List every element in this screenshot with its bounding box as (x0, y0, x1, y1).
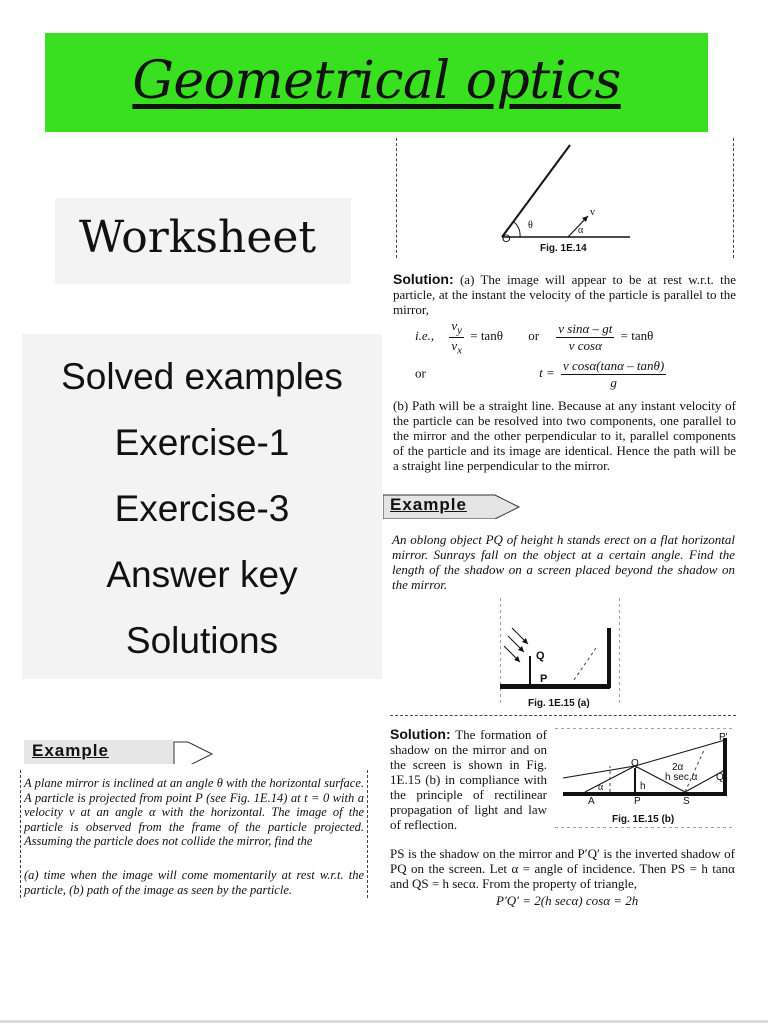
eq2-num: v sinα – gt (558, 320, 613, 336)
fig-label-h: h (640, 781, 646, 792)
frame-line (396, 138, 397, 258)
eq1-den: v (451, 337, 458, 353)
fig-label-2a: 2α (672, 762, 684, 773)
eq-or-1: or (528, 328, 540, 344)
fig-label-s: S (683, 796, 690, 807)
example-1-problem: A plane mirror is inclined at an angle θ with the horizontal surface. A particle is projected from point P (see Fig. 1E.14) at t = 0 with a velocity v at an angle α with the horizontal. The image of the particle is observed from the frame of the particle projected. Assuming the particle does not collide the mirror, find the (24, 776, 364, 848)
solution-2-left (390, 727, 547, 832)
fig-caption-1e15a: Fig. 1E.15 (a) (528, 698, 590, 709)
fig-caption-1e15b: Fig. 1E.15 (b) (612, 814, 675, 825)
fig-label-v: v (590, 207, 595, 218)
eq1-rhs: = tanθ (470, 328, 503, 344)
fig-label-p-b: P (634, 796, 641, 807)
fig-label-q-b: Q (631, 758, 639, 769)
menu-item-solved-examples[interactable]: Solved examples (61, 356, 343, 397)
bottom-rule (0, 1020, 768, 1023)
fig-label-a: A (588, 796, 595, 807)
solution-1-heading: Solution: (393, 271, 454, 287)
frame-line (20, 770, 21, 898)
frame-line (367, 770, 368, 898)
example-2-label: Example (390, 495, 467, 514)
solution-1-part-a (393, 272, 736, 317)
divider (390, 715, 736, 716)
eq3-num: v cosα(tanα – tanθ) (562, 358, 665, 373)
frame-line (733, 138, 734, 258)
example-1-parts: (a) time when the image will come momentarily at rest w.r.t. the particle, (b) path of the image as seen by the particle. (24, 868, 364, 897)
fig-label-q: Q (536, 650, 545, 662)
fig-1e14 (490, 140, 640, 250)
eq1-den-sub: x (457, 344, 462, 357)
equation-1 (415, 318, 653, 356)
menu-item-solutions[interactable]: Solutions (125, 620, 279, 661)
fig-label-p: P (540, 673, 548, 685)
fig-label-theta: θ (528, 220, 533, 231)
menu-item-exercise-3[interactable]: Exercise-3 (114, 488, 290, 529)
example-1-label: Example (32, 741, 109, 760)
eq3-lhs: t = (539, 365, 555, 381)
worksheet-box (55, 198, 351, 284)
title-banner (45, 33, 708, 132)
example-2-problem: An oblong object PQ of height h stands erect on a flat horizontal mirror. Sunrays fall on the object at a certain angle. Find the length of the shadow on a screen placed beyond the shadow on the mirror. (392, 532, 735, 592)
example-1-tag (28, 740, 148, 766)
ie-label: i.e., (415, 328, 435, 344)
fig-1e15b (555, 728, 735, 828)
example-2-tag (386, 494, 506, 520)
fig-label-alpha-b: α (598, 782, 604, 793)
solution-1-part-b: (b) Path will be a straight line. Because at any instant velocity of the particle can be resolved into two components, one parallel to the mirror and the other perpendicular to it, parallel components of the particle and its image are identical. Hence the path will be a straight line perpendicular to the mirror. (393, 398, 736, 473)
eq-or-2: or (415, 365, 426, 381)
eq2-rhs: = tanθ (620, 328, 654, 344)
fig-label-p-prime: P' (719, 732, 728, 743)
fig-1e15a (500, 598, 620, 706)
fig-label-o: O (502, 233, 511, 245)
contents-menu (22, 334, 382, 679)
fig-label-q-prime: Q' (716, 772, 726, 783)
menu-item-answer-key[interactable]: Answer key (106, 554, 298, 595)
solution-2-heading: Solution: (390, 726, 451, 742)
final-equation: P′Q′ = 2(h secα) cosα = 2h (496, 893, 639, 908)
eq3-den: g (610, 375, 617, 390)
solution-2-text: PS is the shadow on the mirror and P′Q′ is the inverted shadow of PQ on the screen. Let α = angle of incidence. Then PS = h tanα and QS = h secα. From the property of triangle, (390, 846, 735, 891)
page-title: Geometrical optics (132, 51, 621, 111)
fig-label-alpha: α (578, 225, 584, 236)
equation-2 (415, 358, 725, 391)
fig-caption-1e14: Fig. 1E.14 (540, 243, 587, 254)
solution-2-text-left: The formation of shadow on the mirror and on the screen is shown in Fig. 1E.15 (b) in compliance with the principle of rectilinear propagation of light and law of reflection. (390, 727, 548, 832)
eq2-den: v cosα (568, 337, 602, 353)
fig-label-hsec: h sec α (665, 772, 698, 783)
worksheet-label: Worksheet (79, 212, 317, 263)
solution-1-text-a: (a) The image will appear to be at rest w.r.t. the particle, at the instant the velocity of the particle is parallel to the mirror, (393, 272, 737, 317)
eq1-num: v (451, 318, 458, 333)
menu-item-exercise-1[interactable]: Exercise-1 (114, 422, 290, 463)
eq1-num-sub: y (457, 324, 462, 337)
